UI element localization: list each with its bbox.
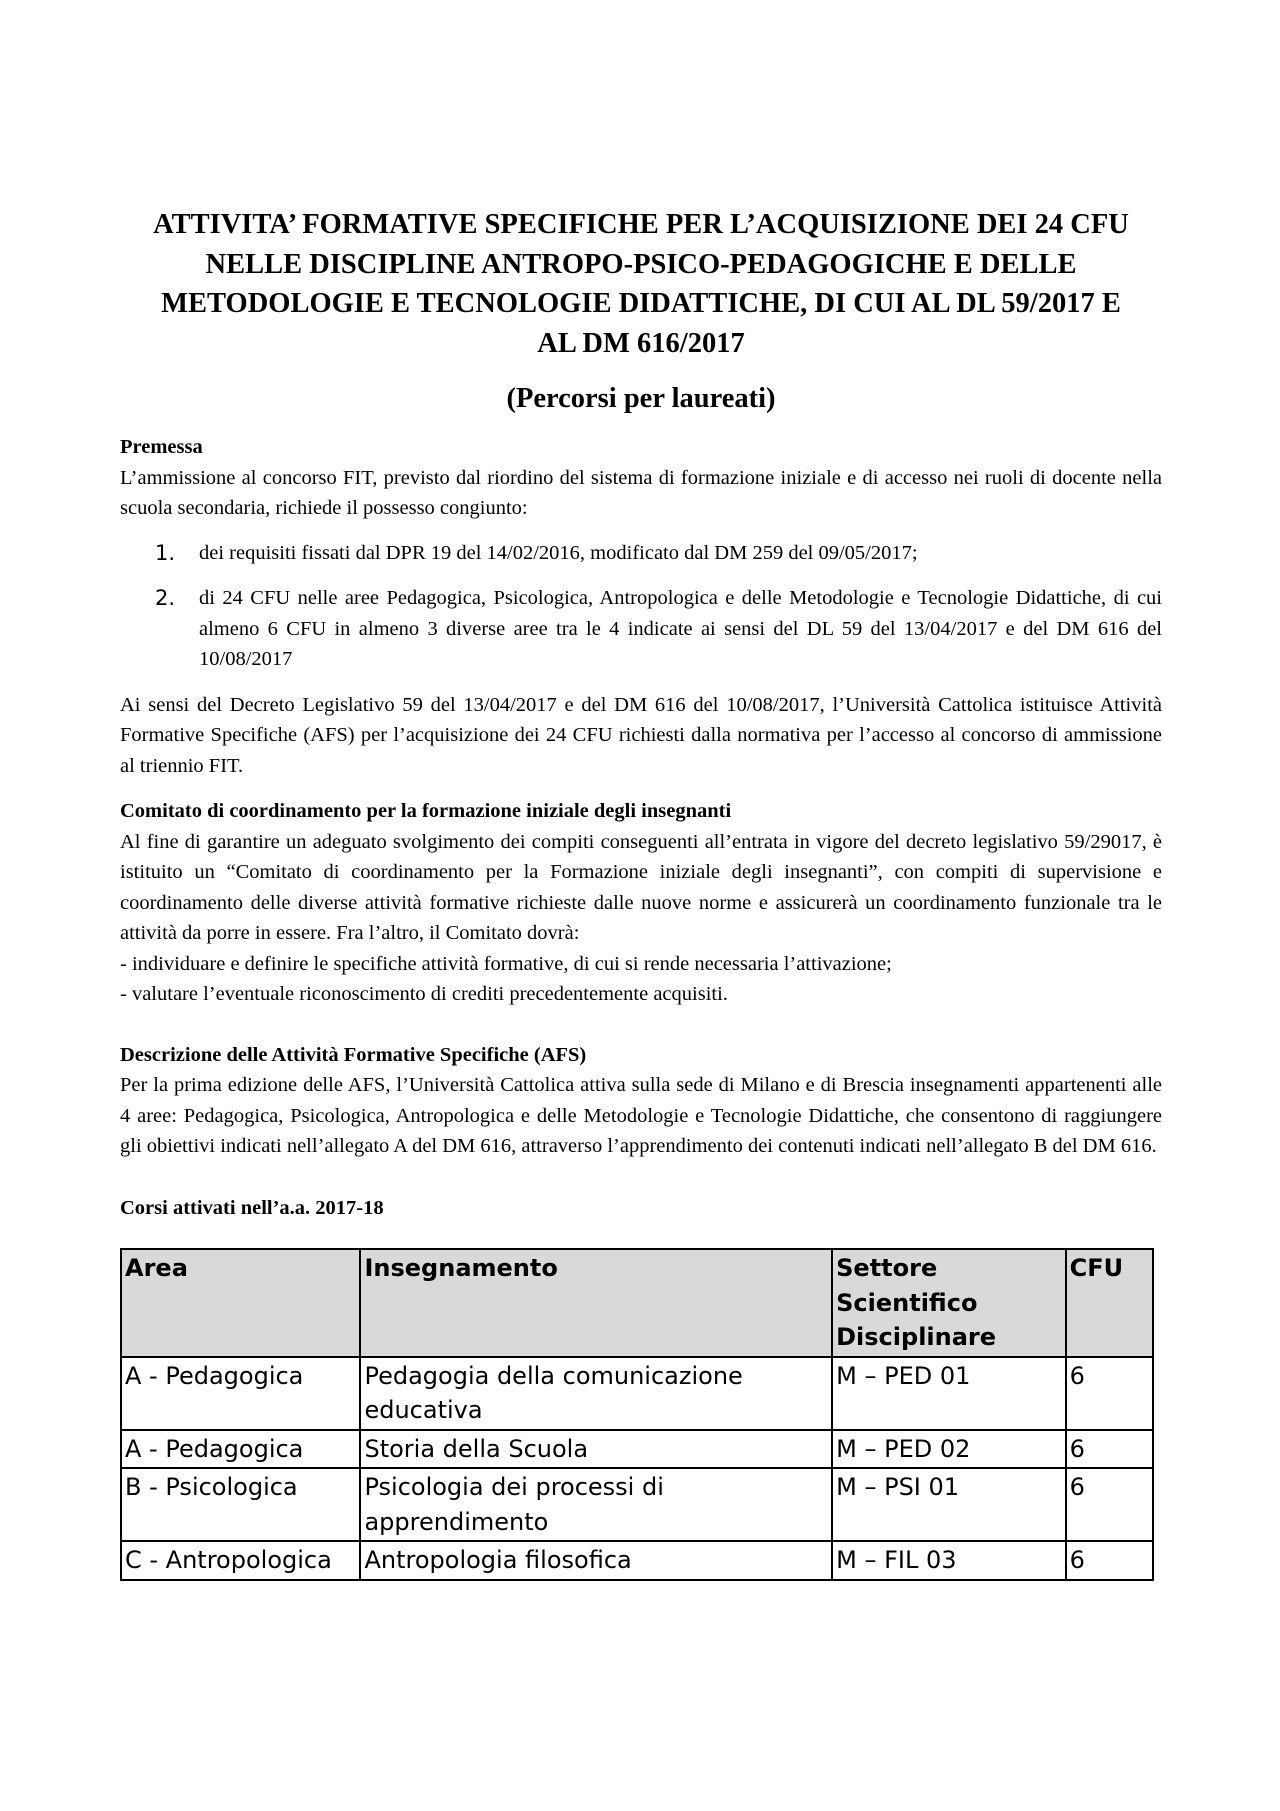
- table-row: [121, 1468, 1153, 1541]
- cell-insegnamento: Psicologia dei processi di apprendimento: [360, 1468, 832, 1541]
- requirements-list: [120, 538, 1162, 675]
- cell-insegnamento: Storia della Scuola: [360, 1430, 832, 1469]
- comitato-heading: Comitato di coordinamento per la formazione iniziale degli insegnanti: [120, 800, 732, 822]
- cell-cfu: 6: [1066, 1430, 1153, 1469]
- table-row: [121, 1541, 1153, 1580]
- requirement-text: dei requisiti fissati dal DPR 19 del 14/02/2016, modificato dal DM 259 del 09/05/2017;: [199, 541, 918, 564]
- comitato-bullet: - valutare l’eventuale riconoscimento di crediti precedentemente acquisiti.: [120, 983, 728, 1005]
- document-title: [120, 205, 1162, 363]
- document-page: [120, 205, 1162, 1581]
- title-line-4: AL DM 616/2017: [537, 327, 745, 359]
- cell-settore: M – PED 02: [832, 1430, 1065, 1469]
- premessa-intro: L’ammissione al concorso FIT, previsto dal riordino del sistema di formazione iniziale e di accesso nei ruoli di docente nella scuola secondaria, richiede il possesso congiunto:: [120, 466, 1162, 519]
- header-settore-line: Settore: [836, 1254, 938, 1282]
- premessa-heading: Premessa: [120, 436, 203, 458]
- header-settore-line: Disciplinare: [836, 1323, 997, 1351]
- cell-cfu: 6: [1066, 1468, 1153, 1541]
- cell-settore: M – PED 01: [832, 1357, 1065, 1430]
- cell-cfu: 6: [1066, 1541, 1153, 1580]
- cell-area: A - Pedagogica: [121, 1430, 360, 1469]
- cell-area: A - Pedagogica: [121, 1357, 360, 1430]
- cell-cfu: 6: [1066, 1357, 1153, 1430]
- table-row: [121, 1357, 1153, 1430]
- afs-paragraph: Per la prima edizione delle AFS, l’Università Cattolica attiva sulla sede di Milano e di Brescia insegnamenti appartenenti alle 4 aree: Pedagogica, Psicologica, Antropologica e delle Metodologie e Tecnologie Didattiche, che consentono di raggiungere gli obiettivi indicati nell’allegato A del DM 616, attraverso l’apprendimento dei contenuti indicati nell’allegato B del DM 616.: [120, 1074, 1162, 1157]
- comitato-bullet: - individuare e definire le specifiche attività formative, di cui si rende necessaria l’attivazione;: [120, 952, 892, 975]
- cell-insegnamento: Antropologia filosofica: [360, 1541, 832, 1580]
- header-settore: [832, 1249, 1065, 1357]
- header-area: Area: [121, 1249, 360, 1357]
- header-insegnamento: Insegnamento: [360, 1249, 832, 1357]
- title-line-1: ATTIVITA’ FORMATIVE SPECIFICHE PER L’ACQUISIZIONE DEI 24 CFU: [153, 209, 1129, 240]
- header-cfu: CFU: [1066, 1249, 1153, 1357]
- cell-area: C - Antropologica: [121, 1541, 360, 1580]
- corsi-heading: Corsi attivati nell’a.a. 2017-18: [120, 1196, 384, 1219]
- table-row: [121, 1430, 1153, 1469]
- cell-insegnamento: Pedagogia della comunicazione educativa: [360, 1357, 832, 1430]
- requirement-number: 1.: [155, 540, 176, 565]
- requirement-item: [120, 538, 1162, 569]
- comitato-paragraph: Al fine di garantire un adeguato svolgimento dei compiti conseguenti all’entrata in vigore del decreto legislativo 59/29017, è istituito un “Comitato di coordinamento per la Formazione iniziale degli insegnanti”, con compiti di supervisione e coordinamento delle diverse attività formative richieste dalle nuove norme e assicurerà un coordinamento funzionale tra le attività da porre in essere. Fra l’altro, il Comitato dovrà:: [120, 830, 1162, 944]
- header-settore-line: Scientifico: [836, 1288, 978, 1317]
- cell-settore: M – PSI 01: [832, 1468, 1065, 1541]
- cell-settore: M – FIL 03: [832, 1541, 1065, 1580]
- afs-heading: Descrizione delle Attività Formative Specifiche (AFS): [120, 1043, 587, 1066]
- requirement-text: di 24 CFU nelle aree Pedagogica, Psicologica, Antropologica e delle Metodologie e Tecnologie Didattiche, di cui almeno 6 CFU in almeno 3 diverse aree tra le 4 indicate ai sensi del DL 59 del 13/04/2017 e del DM 616 del 10/08/2017: [199, 587, 1162, 670]
- requirement-number: 2.: [155, 586, 176, 610]
- table-header-row: [121, 1249, 1153, 1357]
- requirement-item: [120, 583, 1162, 675]
- cell-area: B - Psicologica: [121, 1468, 360, 1541]
- title-line-2: NELLE DISCIPLINE ANTROPO-PSICO-PEDAGOGICHE E DELLE: [205, 248, 1077, 280]
- title-line-3: METODOLOGIE E TECNOLOGIE DIDATTICHE, DI CUI AL DL 59/2017 E: [161, 288, 1121, 319]
- document-subtitle: (Percorsi per laureati): [506, 383, 776, 414]
- courses-table: [120, 1248, 1154, 1581]
- ai-sensi-paragraph: Ai sensi del Decreto Legislativo 59 del 13/04/2017 e del DM 616 del 10/08/2017, l’Università Cattolica istituisce Attività Formative Specifiche (AFS) per l’acquisizione dei 24 CFU richiesti dalla normativa per l’accesso al concorso di ammissione al triennio FIT.: [120, 693, 1162, 777]
